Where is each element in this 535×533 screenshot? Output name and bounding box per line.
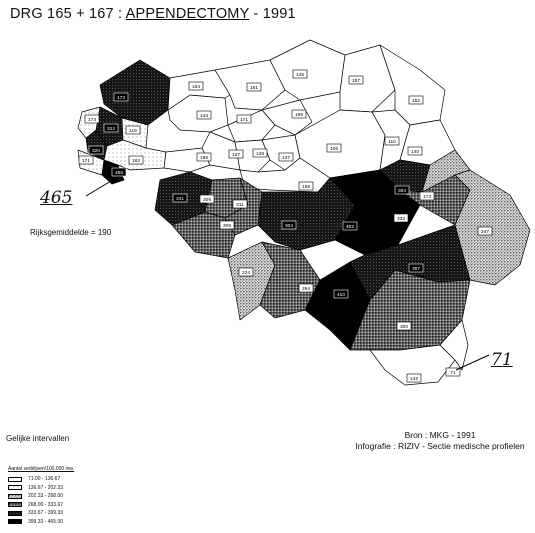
region-label-text: 119 — [129, 128, 137, 134]
region-label-text: 106 — [329, 146, 339, 152]
region-label-19 — [279, 153, 293, 161]
region-label-text: 173 — [87, 117, 97, 123]
legend-row — [8, 509, 74, 518]
region-label-text: 304 — [284, 223, 294, 229]
title-procedure: APPENDECTOMY — [125, 6, 250, 22]
legend-swatch — [8, 502, 22, 507]
region-label-26 — [233, 200, 247, 208]
region-label-text: 341 — [175, 196, 185, 202]
source-credit: Bron : MKG - 1991 — [404, 430, 476, 440]
annotation-max-value: 465 — [40, 188, 73, 208]
region-label-text: 110 — [388, 139, 396, 145]
region-label-31 — [394, 214, 408, 222]
legend-range: 71.00 - 136.67 — [28, 476, 61, 483]
region-label-34 — [239, 268, 253, 276]
region-label-text: 410 — [336, 292, 346, 298]
legend-range: 399.33 - 465.00 — [28, 518, 64, 525]
region-label-text: 171 — [81, 158, 91, 164]
region-label-text: 189 — [294, 112, 304, 118]
region-label-text: 171 — [239, 117, 249, 123]
region-label-text: 164 — [191, 84, 201, 90]
region-label-text: 402 — [345, 224, 355, 230]
region-label-13 — [349, 76, 363, 84]
legend-swatch — [8, 477, 22, 482]
region-label-2 — [89, 146, 103, 154]
region-label-16 — [292, 110, 306, 118]
region-label-27 — [220, 221, 234, 229]
region-label-text: 137 — [281, 155, 291, 161]
legend-row — [8, 492, 74, 501]
legend-swatch — [8, 494, 22, 499]
region-label-text: 247 — [480, 229, 490, 235]
legend-rows — [8, 475, 74, 526]
region-label-text: 224 — [241, 270, 251, 276]
region-label-6 — [112, 168, 126, 176]
legend — [8, 466, 74, 526]
region-label-text: 71 — [450, 370, 456, 376]
region-label-20 — [327, 144, 341, 152]
region-label-14 — [409, 96, 423, 104]
region-label-text: 309 — [202, 197, 212, 203]
region-label-29 — [343, 222, 357, 230]
region-label-text: 465 — [114, 170, 124, 176]
region-label-18 — [253, 149, 267, 157]
region-label-text: 158 — [301, 184, 311, 190]
map-title — [10, 6, 296, 22]
region-label-5 — [79, 156, 93, 164]
region-label-21 — [385, 137, 399, 145]
regions-layer — [78, 40, 530, 385]
region-label-0 — [114, 93, 128, 101]
region-label-24 — [173, 194, 187, 202]
region-label-text: 264 — [301, 286, 311, 292]
legend-row — [8, 518, 74, 527]
region-label-35 — [299, 284, 313, 292]
legend-row — [8, 484, 74, 493]
region-label-22 — [408, 147, 422, 155]
region-label-36 — [334, 290, 348, 298]
region-label-37 — [409, 264, 423, 272]
legend-unit: Aantal verblijven/100.000 inw. — [8, 466, 75, 472]
infographic-credit: Infografie : RIZIV - Sectie medische profielen — [355, 441, 525, 451]
legend-range: 202.33 - 268.00 — [28, 493, 64, 500]
region-label-28 — [282, 221, 296, 229]
region-label-23 — [299, 182, 313, 190]
region-label-text: 333 — [396, 216, 406, 222]
region-label-39 — [407, 374, 421, 382]
region-label-text: 311 — [236, 202, 244, 208]
region-label-11 — [247, 83, 261, 91]
region-label-text: 140 — [410, 149, 420, 155]
region-label-text: 157 — [351, 78, 361, 84]
region-label-8 — [197, 153, 211, 161]
legend-range: 333.67 - 399.33 — [28, 510, 64, 517]
region-label-7 — [129, 156, 143, 164]
region-label-text: 309 — [222, 223, 232, 229]
national-average: Rijksgemiddelde = 190 — [30, 228, 112, 237]
region-label-30 — [395, 186, 409, 194]
region-label-32 — [420, 192, 434, 200]
region-label-17 — [229, 150, 243, 158]
legend-swatch — [8, 485, 22, 490]
title-suffix: - 1991 — [249, 6, 296, 22]
region-label-text: 143 — [199, 113, 209, 119]
region-label-38 — [397, 322, 411, 330]
legend-heading: Gelijke intervallen — [6, 434, 70, 443]
region-label-3 — [85, 115, 99, 123]
legend-swatch — [8, 519, 22, 524]
region-label-text: 182 — [131, 158, 141, 164]
region-label-text: 145 — [295, 72, 305, 78]
region-label-text: 367 — [411, 266, 421, 272]
region-label-text: 300 — [399, 324, 409, 330]
region-label-text: 127 — [231, 152, 241, 158]
region-label-text: 173 — [116, 95, 126, 101]
region-label-33 — [478, 227, 492, 235]
region-label-text: 173 — [422, 194, 432, 200]
region-label-text: 128 — [255, 151, 265, 157]
region-label-10 — [189, 82, 203, 90]
region-label-15 — [237, 115, 251, 123]
region-label-text: 364 — [397, 188, 407, 194]
region-label-text: 142 — [409, 376, 419, 382]
region-label-text: 322 — [106, 126, 116, 132]
legend-range: 268.00 - 333.67 — [28, 501, 64, 508]
legend-row — [8, 501, 74, 510]
region-label-text: 320 — [91, 148, 101, 154]
region-label-text: 152 — [411, 98, 421, 104]
annotation-min-value: 71 — [491, 350, 513, 370]
region-label-text: 161 — [249, 85, 259, 91]
region-label-12 — [293, 70, 307, 78]
pointer-line-465 — [86, 178, 116, 196]
legend-swatch — [8, 511, 22, 516]
title-prefix: DRG 165 + 167 : — [10, 6, 126, 22]
region-label-1 — [104, 124, 118, 132]
legend-row — [8, 475, 74, 484]
region-label-text: 186 — [199, 155, 209, 161]
legend-range: 136.67 - 202.33 — [28, 484, 64, 491]
region-label-25 — [200, 195, 214, 203]
region-label-9 — [197, 111, 211, 119]
region-label-4 — [126, 126, 140, 134]
